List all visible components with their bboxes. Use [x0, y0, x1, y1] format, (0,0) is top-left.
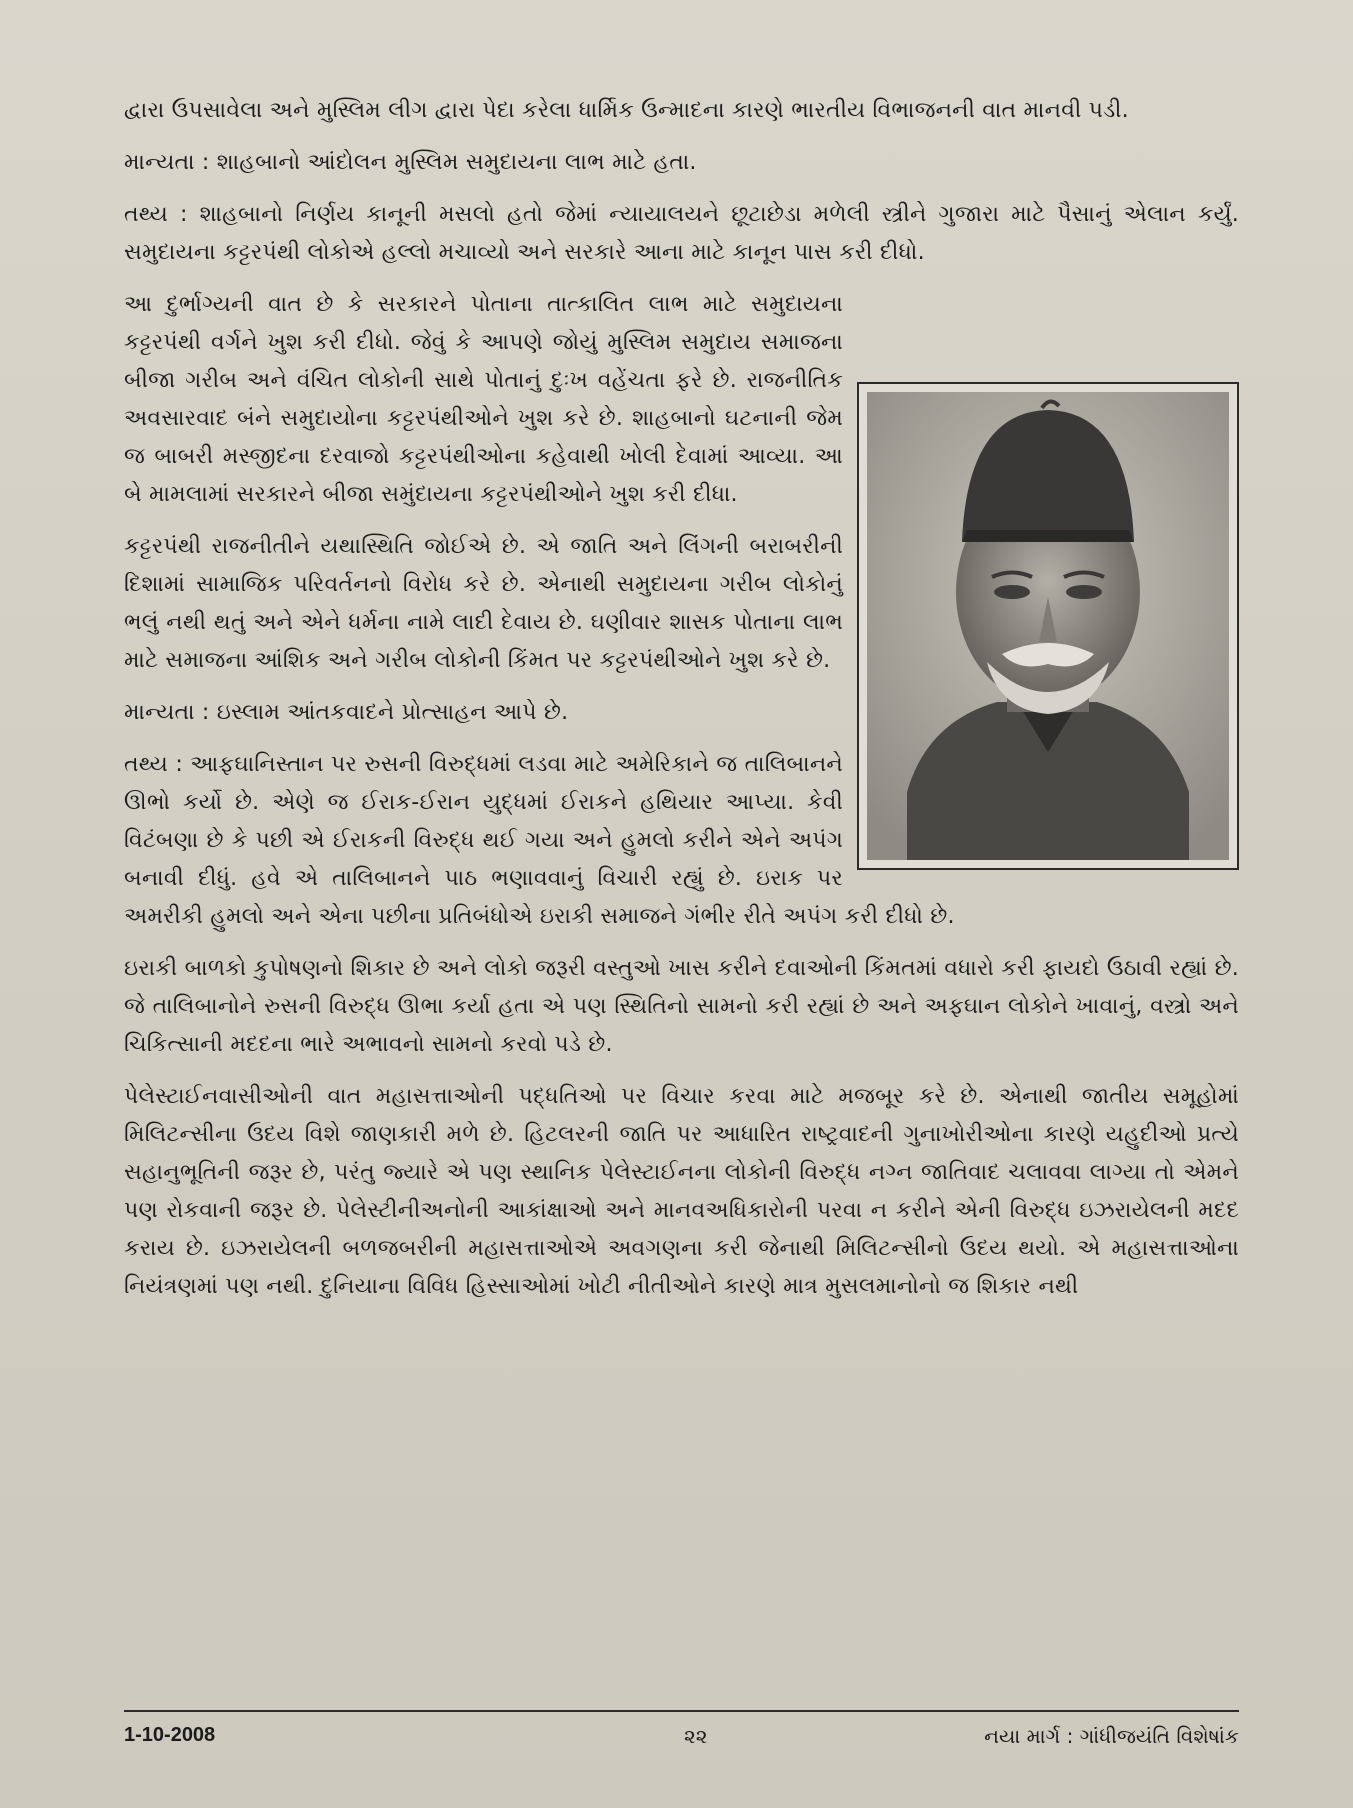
- paragraph-1: દ્વારા ઉપસાવેલા અને મુસ્લિમ લીગ દ્વારા પેદા કરેલા ધાર્મિક ઉન્માદના કારણે ભારતીય વિભાજનની વાત માનવી પડી.: [124, 98, 1129, 123]
- footer-page-number: ૨૨: [684, 1724, 708, 1748]
- paragraph-6-myth: માન્યતા : ઇસ્લામ આંતકવાદને પ્રોત્સાહન આપે છે.: [124, 700, 569, 725]
- article-body: [124, 92, 1239, 1320]
- portrait-photo: [857, 382, 1239, 870]
- paragraph-3-fact: તથ્ય : શાહબાનો નિર્ણય કાનૂની મસલો હતો જેમાં ન્યાયાલયને છૂટાછેડા મળેલી સ્ત્રીને ગુજારા માટે પૈસાનું એલાન કર્યું. સમુદાયના કટ્ટરપંથી લોકોએ હલ્લો મચાવ્યો અને સરકારે આના માટે કાનૂન પાસ કરી દીધો.: [124, 202, 1239, 265]
- portrait-illustration: [867, 392, 1229, 860]
- page-footer: [124, 1710, 1239, 1756]
- paragraph-2-myth: માન્યતા : શાહબાનો આંદોલન મુસ્લિમ સમુદાયના લાભ માટે હતા.: [124, 150, 697, 175]
- footer-magazine-title: નયા માર્ગ : ગાંધીજયંતિ વિશેષાંક: [984, 1724, 1239, 1748]
- paragraph-7-fact: તથ્ય : આફઘાનિસ્તાન પર રુસની વિરુદ્ધમાં લડવા માટે અમેરિકાને જ તાલિબાનને ઊભો કર્યો છે. એણે જ ઈરાક-ઈરાન યુદ્ધમાં ઈરાકને હથિયાર આપ્યા. કેવી વિટંબણા છે કે પછી એ ઈરાકની વિરુદ્ધ થઈ ગયા અને હુમલો કરીને એને અપંગ બનાવી દીધું. હવે એ તાલિબાનને પાઠ ભણાવવાનું વિચારી રહ્યું છે. ઇરાક પર અમરીકી હુમલો અને એના પછીના પ્રતિબંધોએ ઇરાકી સમાજને ગંભીર રીતે અપંગ કરી દીધો છે.: [124, 752, 955, 929]
- paragraph-8: ઇરાકી બાળકો કુપોષણનો શિકાર છે અને લોકો જરૂરી વસ્તુઓ ખાસ કરીને દવાઓની કિંમતમાં વધારો કરી ફાયદો ઉઠાવી રહ્યાં છે. જે તાલિબાનોને રુસની વિરુદ્ધ ઊભા કર્યા હતા એ પણ સ્થિતિનો સામનો કરી રહ્યાં છે અને અફઘાન લોકોને ખાવાનું, વસ્ત્રો અને ચિકિત્સાની મદદના ભારે અભાવનો સામનો કરવો પડે છે.: [124, 956, 1239, 1057]
- footer-date: 1-10-2008: [124, 1724, 216, 1746]
- paragraph-4: આ દુર્ભાગ્યની વાત છે કે સરકારને પોતાના તાત્કાલિત લાભ માટે સમુદાયના કટ્ટરપંથી વર્ગને ખુશ કરી દીધો. જેવું કે આપણે જોયું મુસ્લિમ સમુદાય સમાજના બીજા ગરીબ અને વંચિત લોકોની સાથે પોતાનું દુઃખ વહેંચતા ફરે છે. રાજનીતિક અવસારવાદ બંને સમુદાયોના કટ્ટરપંથીઓને ખુશ કરે છે. શાહબાનો ઘટનાની જેમ જ બાબરી મસ્જીદના દરવાજો કટ્ટરપંથીઓના કહેવાથી ખોલી દેવામાં આવ્યા. આ બે મામલામાં સરકારને બીજા સમુંદાયના કટ્ટરપંથીઓને ખુશ કરી દીધા.: [124, 292, 843, 507]
- paragraph-9: પેલેસ્ટાઈનવાસીઓની વાત મહાસત્તાઓની પદ્ધતિઓ પર વિચાર કરવા માટે મજબૂર કરે છે. એનાથી જાતીય સમૂહોમાં મિલિટન્સીના ઉદય વિશે જાણકારી મળે છે. હિટલરની જાતિ પર આધારિત રાષ્ટ્રવાદની ગુનાખોરીઓના કારણે યહુદીઓ પ્રત્યે સહાનુભૂતિની જરૂર છે, પરંતુ જ્યારે એ પણ સ્થાનિક પેલેસ્ટાઈનના લોકોની વિરુદ્ધ નગ્ન જાતિવાદ ચલાવવા લાગ્યા તો એમને પણ રોકવાની જરૂર છે. પેલેસ્ટીનીઅનોની આકાંક્ષાઓ અને માનવઅધિકારોની પરવા ન કરીને એની વિરુદ્ધ ઇઝરાયેલની મદદ કરાય છે. ઇઝરાયેલની બળજબરીની મહાસત્તાઓએ અવગણના કરી જેનાથી મિલિટન્સીનો ઉદય થયો. એ મહાસત્તાઓના નિયંત્રણમાં પણ નથી. દુનિયાના વિવિધ હિસ્સાઓમાં ખોટી નીતીઓને કારણે માત્ર મુસલમાનોનો જ શિકાર નથી: [124, 1084, 1239, 1299]
- paragraph-5: કટ્ટરપંથી રાજનીતીને યથાસ્થિતિ જોઈએ છે. એ જાતિ અને લિંગની બરાબરીની દિશામાં સામાજિક પરિવર્તનનો વિરોધ કરે છે. એનાથી સમુદાયના ગરીબ લોકોનું ભલું નથી થતું અને એને ધર્મના નામે લાદી દેવાય છે. ઘણીવાર શાસક પોતાના લાભ માટે સમાજના આંશિક અને ગરીબ લોકોની કિંમત પર કટ્ટરપંથીઓને ખુશ કરે છે.: [124, 534, 843, 673]
